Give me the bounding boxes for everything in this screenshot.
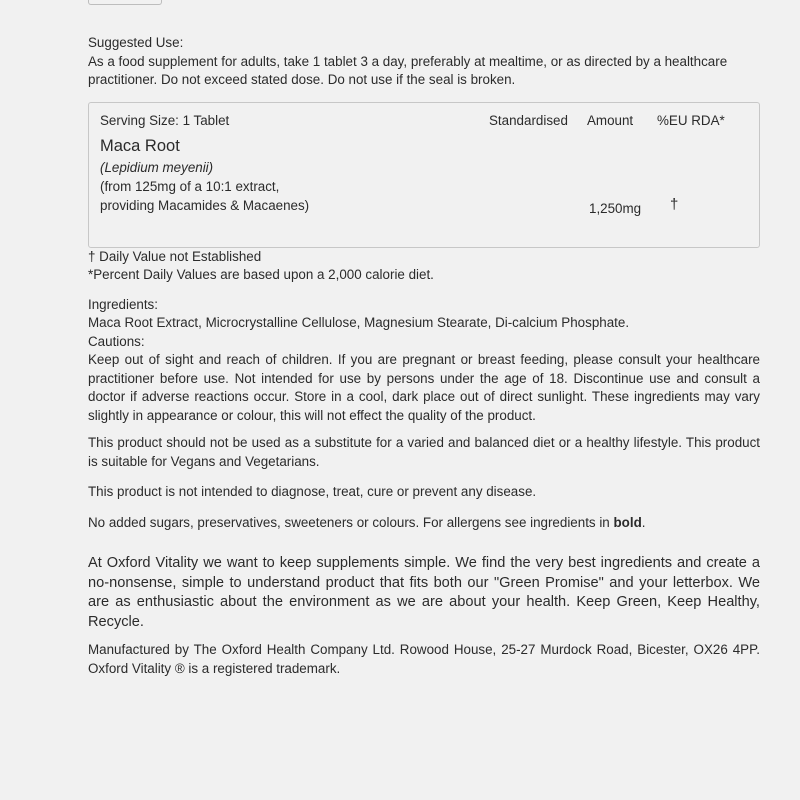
- column-amount: Amount: [587, 112, 634, 128]
- footnote-percent: *Percent Daily Values are based upon a 2,000 calorie diet.: [88, 267, 434, 282]
- allergens-end: .: [641, 514, 646, 530]
- ingredient-detail-line1: (from 125mg of a 10:1 extract,: [100, 178, 280, 194]
- ingredients-heading: Ingredients:: [88, 296, 158, 312]
- ingredient-rda: †: [670, 195, 679, 213]
- disclaimer: This product is not intended to diagnose, treat, cure or prevent any disease.: [88, 484, 537, 499]
- footnote-dagger: † Daily Value not Established: [88, 248, 262, 264]
- ingredient-name: Maca Root: [100, 136, 180, 155]
- product-label: [88, 34, 760, 678]
- serving-size: Serving Size: 1 Tablet: [100, 112, 230, 128]
- suggested-use-text: As a food supplement for adults, take 1 tablet 3 a day, preferably at mealtime, or as directed by a healthcare practitioner. Do not exceed stated dose. Do not use if the seal is broken.: [88, 53, 728, 87]
- supplement-facts-panel: [88, 102, 760, 248]
- ingredients-text: Maca Root Extract, Microcrystalline Cellulose, Magnesium Stearate, Di-calcium Phosphate.: [88, 315, 630, 330]
- label-top-edge: [88, 0, 162, 5]
- diet-note: This product should not be used as a substitute for a varied and balanced diet or a healthy lifestyle. This product is suitable for Vegans and Vegetarians.: [88, 435, 760, 469]
- ingredient-amount: 1,250mg: [589, 200, 642, 216]
- ingredient-detail-line2: providing Macamides & Macaenes): [100, 197, 310, 213]
- column-rda: %EU RDA*: [657, 112, 725, 128]
- allergens-note: [88, 514, 760, 533]
- cautions-text: Keep out of sight and reach of children. If you are pregnant or breast feeding, please consult your healthcare practitioner before use. Not intended for use by persons under the age of 18. Discontinue use and consult a doctor if adverse reactions occur. Store in a cool, dark place out of direct sunlight. These ingredients may vary slightly in appearance or colour, this will not effect the quality of the product.: [88, 352, 760, 423]
- column-standardised: Standardised: [489, 112, 568, 128]
- ingredient-latin-name: (Lepidium meyenii): [100, 159, 214, 175]
- cautions-heading: Cautions:: [88, 333, 145, 349]
- manufacturer-info: Manufactured by The Oxford Health Company Ltd. Rowood House, 25-27 Murdock Road, Bicester, OX26 4PP. Oxford Vitality ® is a registered trademark.: [88, 642, 760, 676]
- brand-promo: At Oxford Vitality we want to keep supplements simple. We find the very best ingredients and create a no-nonsense, simple to understand product that fits both our "Green Promise" and your letterbox. We are as enthusiastic about the environment as we are about your health. Keep Green, Keep Healthy, Recycle.: [88, 555, 760, 630]
- allergens-bold-word: bold: [613, 514, 642, 530]
- allergens-text: No added sugars, preservatives, sweeteners or colours. For allergens see ingredients in: [88, 514, 614, 530]
- suggested-use-heading: Suggested Use:: [88, 35, 184, 50]
